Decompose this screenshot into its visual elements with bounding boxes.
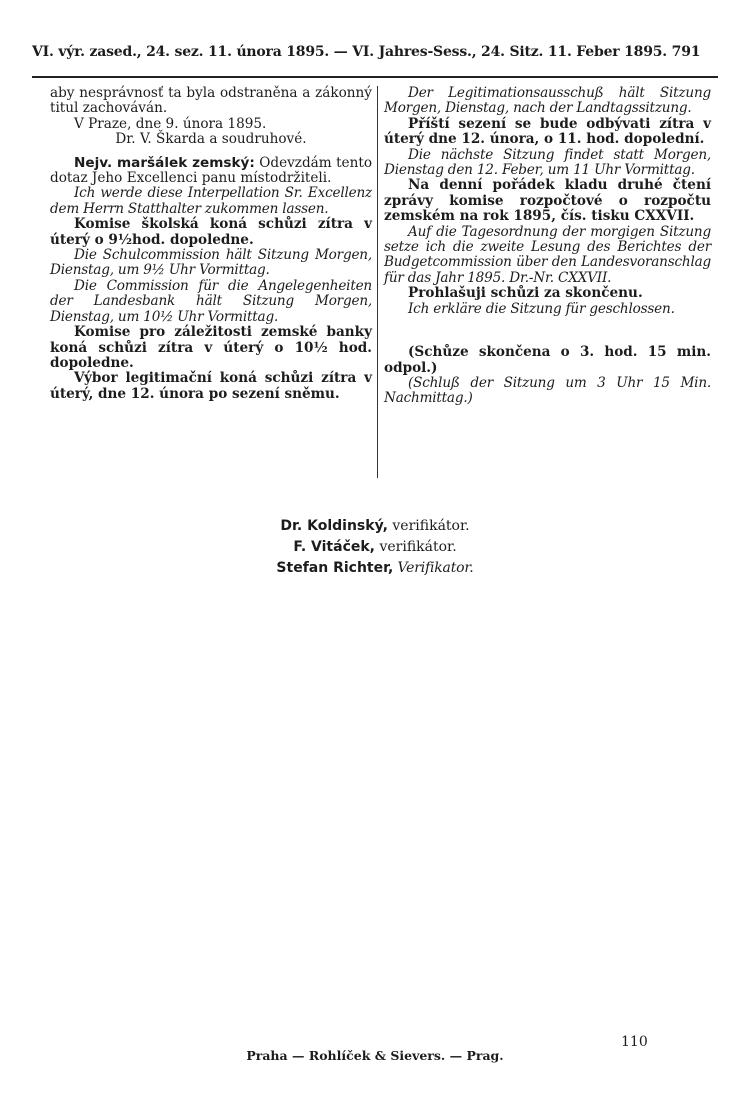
paragraph: Der Legitimationsausschuß hält Sitzung Morgen, Dienstag, nach der Landtagssitzung. (384, 85, 711, 117)
date-line: V Praze, dne 9. února 1895. (74, 115, 267, 132)
page-number: 110 (621, 1034, 648, 1050)
signature-line: Dr. V. Škarda a soudruhové. (115, 131, 307, 148)
paragraph: Auf die Tagesordnung der morgigen Sitzung setze ich die zweite Lesung des Berichtes der Budgetcommission über den Landesvoranschlag für das Jahr 1895. Dr.-Nr. CXXVII. (384, 223, 711, 286)
page-header: VI. výr. zased., 24. sez. 11. února 1895. — VI. Jahres-Sess., 24. Sitz. 11. Feber 1895. 791 (32, 44, 701, 60)
verifier-name: F. Vitáček, (293, 539, 375, 555)
speech-text: Odevzdám tento dotaz Jeho Excellenci panu místodržiteli. (50, 154, 373, 187)
speaker-name: Nejv. maršálek zemský: (74, 154, 255, 171)
right-column (384, 86, 711, 407)
verifier-name: Stefan Richter, (276, 560, 394, 576)
paragraph: Komise pro záležitosti zemské banky koná schůzi zítra v úterý o 10½ hod. dopoledne. (50, 324, 372, 371)
paragraph: Die Schulcommission hält Sitzung Morgen, Dienstag, um 9½ Uhr Vormittag. (50, 247, 372, 279)
printer-footer: Praha — Rohlíček & Sievers. — Prag. (246, 1048, 504, 1063)
paragraph (50, 156, 372, 187)
column-divider (377, 86, 378, 478)
paragraph: Die Commission für die Angelegenheiten der Landesbank hält Sitzung Morgen, Dienstag, um 10½ Uhr Vormittag. (50, 277, 372, 325)
paragraph: Na denní pořádek kladu druhé čtení zprávy komise rozpočtové o rozpočtu zemském na rok 1895, čís. tisku CXXVII. (384, 177, 711, 225)
verifier-role: verifikátor. (387, 518, 470, 534)
verifier-role: verifikátor. (375, 539, 457, 555)
paragraph: Ich werde diese Interpellation Sr. Excellenz dem Herrn Statthalter zukommen lassen. (50, 185, 372, 217)
paragraph: Ich erkläre die Sitzung für geschlossen. (408, 300, 675, 317)
paragraph: Komise školská koná schůzi zítra v úterý o 9½hod. dopoledne. (50, 216, 372, 248)
paragraph: Prohlašuji schůzi za skončenu. (408, 285, 643, 302)
paragraph: (Schluß der Sitzung um 3 Uhr 15 Min. Nachmittag.) (384, 374, 711, 407)
paragraph: aby nesprávnosť ta byla odstraněna a zákonný titul zachováván. (50, 85, 372, 117)
verifier-line (0, 560, 750, 576)
paragraph: (Schůze skončena o 3. hod. 15 min. odpol.) (384, 344, 711, 376)
paragraph: Příští sezení se bude odbývati zítra v úterý dne 12. února, o 11. hod. dopolední. (384, 115, 711, 148)
paragraph: Die nächste Sitzung findet statt Morgen, Dienstag den 12. Feber, um 11 Uhr Vormittag. (384, 146, 711, 179)
verifier-line (0, 539, 750, 555)
verifier-role: Verifikator. (393, 560, 474, 576)
verifier-name: Dr. Koldinský, (280, 518, 388, 534)
header-rule (32, 76, 718, 78)
left-column (50, 86, 372, 402)
verifier-line (0, 518, 750, 534)
paragraph: Výbor legitimační koná schůzi zítra v úterý, dne 12. února po sezení sněmu. (50, 370, 372, 402)
